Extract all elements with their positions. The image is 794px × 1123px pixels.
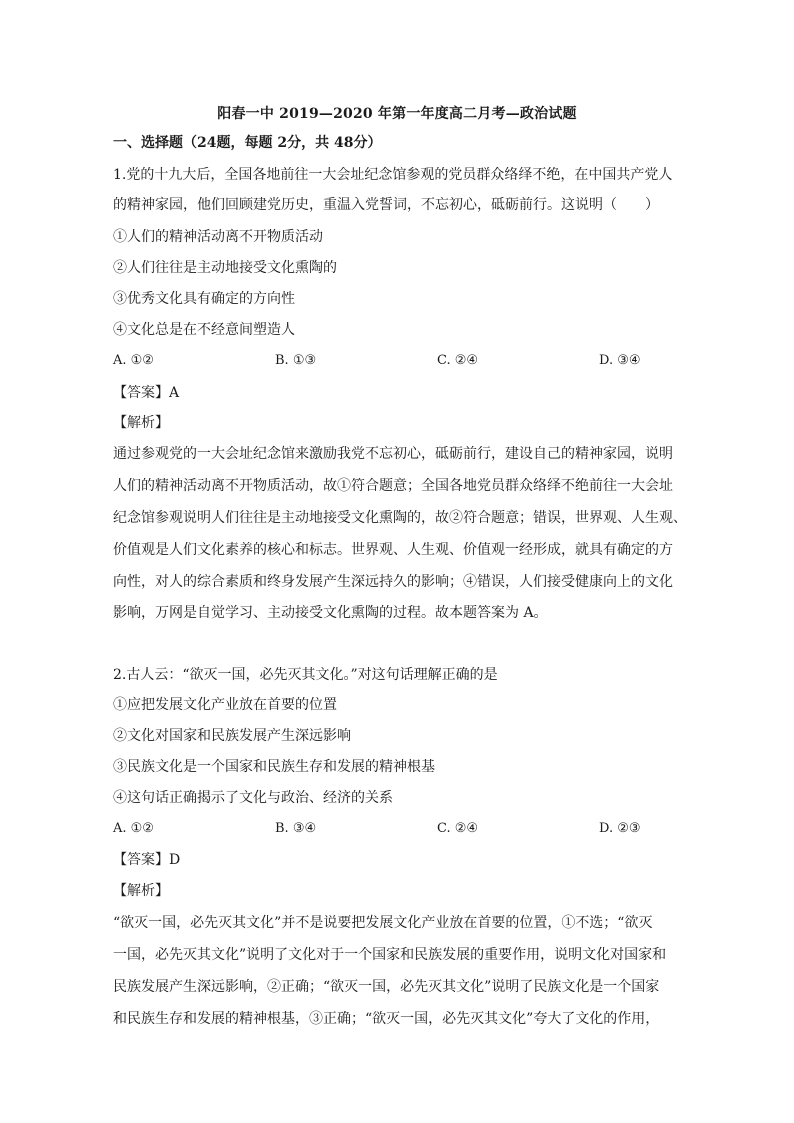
section-heading: 一、选择题（24题，每题 2分，共 48分） [113,135,382,151]
question-1-analysis-line-4: 价值观是人们文化素养的核心和标志。世界观、人生观、价值观一经形成，就具有确定的方 [113,542,673,558]
question-1-analysis-line-5: 向性，对人的综合素质和终身发展产生深远持久的影响；④错误，人们接受健康向上的文化 [113,574,673,590]
question-2-analysis-line-2: 一国，必先灭其文化”说明了文化对于一个国家和民族发展的重要作用，说明文化对国家和 [113,947,667,963]
question-1-answer: 【答案】A [113,385,180,401]
question-2-analysis-line-1: “欲灭一国，必先灭其文化”并不是说要把发展文化产业放在首要的位置，①不选；“欲灭 [113,915,653,931]
question-1-item-3: ③优秀文化具有确定的方向性 [113,291,295,307]
question-2-option-a: A. ①② [113,821,154,836]
question-2-item-2: ②文化对国家和民族发展产生深远影响 [113,728,351,744]
question-2-item-3: ③民族文化是一个国家和民族生存和发展的精神根基 [113,759,435,775]
question-2-analysis-line-3: 民族发展产生深远影响，②正确；“欲灭一国，必先灭其文化”说明了民族文化是一个国家 [113,979,660,995]
question-1-analysis-line-3: 纪念馆参观说明人们往往是主动地接受文化熏陶的，故②符合题意；错误，世界观、人生观、 [113,510,687,526]
question-2-option-c: C. ②④ [437,821,479,836]
question-2-option-b: B. ③④ [275,821,317,836]
question-2-item-1: ①应把发展文化产业放在首要的位置 [113,697,337,713]
question-2-analysis-label: 【解析】 [113,883,169,899]
question-1-analysis-line-2: 人们的精神活动离不开物质活动，故①符合题意；全国各地党员群众络绎不绝前往一大会址 [113,478,673,494]
question-1-stem-line-1: 1.党的十九大后，全国各地前往一大会址纪念馆参观的党员群众络绎不绝，在中国共产党人 [113,167,673,183]
question-2-answer: 【答案】D [113,852,181,868]
question-1-item-2: ②人们往往是主动地接受文化熏陶的 [113,260,337,276]
question-2-analysis-line-4: 和民族生存和发展的精神根基，③正确；“欲灭一国，必先灭其文化”夸大了文化的作用， [113,1011,660,1027]
question-2-option-d: D. ②③ [599,821,641,836]
question-1-option-b: B. ①③ [275,353,317,368]
question-2-stem: 2.古人云：“欲灭一国，必先灭其文化。”对这句话理解正确的是 [113,667,498,683]
question-2-item-4: ④这句话正确揭示了文化与政治、经济的关系 [113,790,393,806]
question-1-analysis-line-1: 通过参观党的一大会址纪念馆来激励我党不忘初心，砥砺前行，建设自己的精神家园，说明 [113,446,673,462]
question-1-option-a: A. ①② [113,353,154,368]
question-1-item-4: ④文化总是在不经意间塑造人 [113,322,295,338]
question-1-stem-line-2: 的精神家园，他们回顾建党历史，重温入党誓词，不忘初心，砥砺前行。这说明（ ） [113,197,659,213]
question-1-option-c: C. ②④ [437,353,479,368]
page-title: 阳春一中 2019—2020 年第一年度高二月考—政治试题 [217,106,577,122]
question-1-item-1: ①人们的精神活动离不开物质活动 [113,229,323,245]
question-1-option-d: D. ③④ [599,353,641,368]
question-1-analysis-label: 【解析】 [113,415,169,431]
question-1-analysis-line-6: 影响，万网是自觉学习、主动接受文化熏陶的过程。故本题答案为 A。 [113,605,548,621]
